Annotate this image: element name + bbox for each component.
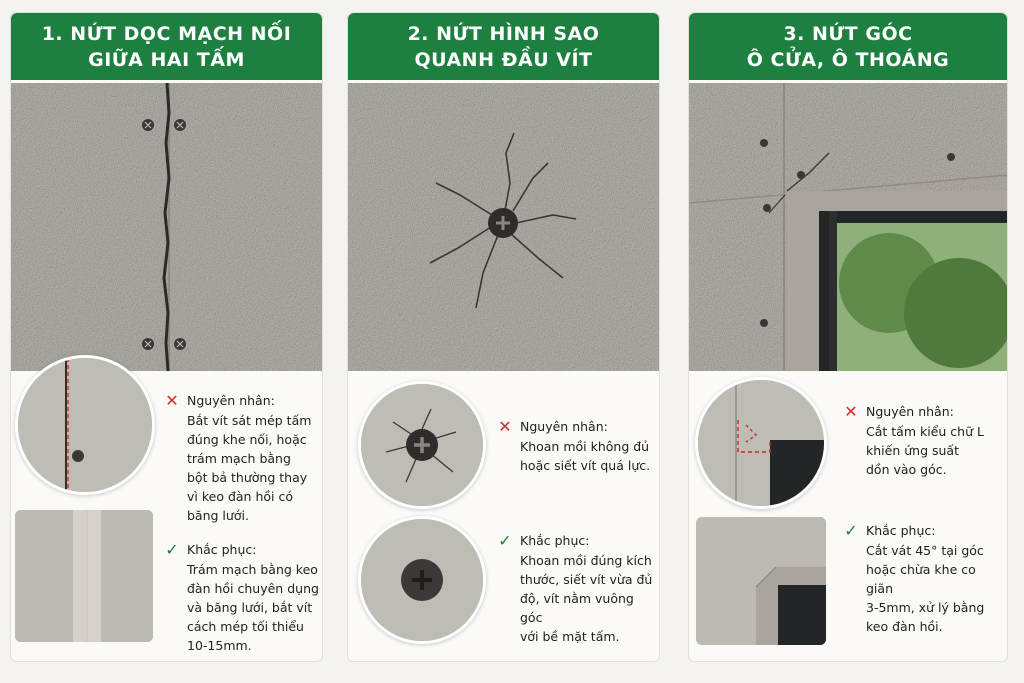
fix-label: Khắc phục: <box>866 523 936 538</box>
fix-text: Khoan mồi đúng kích thước, siết vít vừa đủ độ, vít nằm vuông góc với bề mặt tấm. <box>520 553 653 644</box>
panel-1 <box>10 12 323 662</box>
panel-title-line1: 1. NỨT DỌC MẠCH NỐI <box>41 22 292 45</box>
cause-label: Nguyên nhân: <box>187 393 275 408</box>
x-icon: ✕ <box>165 391 179 410</box>
panel-2 <box>347 12 660 662</box>
panel-header <box>11 13 322 80</box>
panel-title-line1: 2. NỨT HÌNH SAO <box>407 22 600 45</box>
joint-screw-closeup <box>15 355 155 495</box>
cause-text: Cắt tấm kiểu chữ L khiến ứng suất dồn vào góc. <box>866 424 984 477</box>
x-icon: ✕ <box>498 417 512 436</box>
l-cut-corner-closeup <box>695 377 827 509</box>
fix-label: Khắc phục: <box>187 542 257 557</box>
cause-label: Nguyên nhân: <box>520 419 608 434</box>
fix-text: Cắt vát 45° tại góc hoặc chừa khe co giãn 3-5mm, xử lý bằng keo đàn hồi. <box>866 543 985 634</box>
cause-section <box>165 391 320 525</box>
panel-title-line2: QUANH ĐẦU VÍT <box>414 48 593 71</box>
panel-header <box>348 13 659 80</box>
cause-label: Nguyên nhân: <box>866 404 954 419</box>
fix-text: Trám mạch bằng keo đàn hồi chuyên dụng và băng lưới, bắt vít cách mép tối thiểu 10-15mm. <box>187 562 319 653</box>
window-corner-crack-photo <box>689 83 1007 371</box>
chamfered-corner-fix-photo <box>696 517 826 645</box>
vertical-joint-crack-photo <box>11 83 322 371</box>
panel-title-line2: Ô CỬA, Ô THOÁNG <box>746 48 950 71</box>
cracked-screw-closeup <box>358 381 486 509</box>
fix-section <box>844 521 1004 636</box>
panel-3 <box>688 12 1008 662</box>
cause-section <box>844 402 1004 479</box>
check-icon: ✓ <box>498 531 512 550</box>
fix-section <box>165 540 320 655</box>
panel-header <box>689 13 1007 80</box>
fix-label: Khắc phục: <box>520 533 590 548</box>
correct-screw-closeup <box>358 516 486 644</box>
check-icon: ✓ <box>844 521 858 540</box>
star-crack-photo <box>348 83 659 371</box>
cause-text: Khoan mồi không đủ hoặc siết vít quá lực. <box>520 439 651 473</box>
cause-text: Bắt vít sát mép tấm đúng khe nối, hoặc trám mạch bằng bột bả thường thay vì keo đàn hồi có băng lưới. <box>187 413 312 523</box>
taped-joint-fix-photo <box>15 510 153 642</box>
fix-section <box>498 531 658 646</box>
x-icon: ✕ <box>844 402 858 421</box>
cause-section <box>498 417 658 475</box>
panel-title-line1: 3. NỨT GÓC <box>783 22 913 45</box>
panel-title-line2: GIỮA HAI TẤM <box>88 48 245 71</box>
check-icon: ✓ <box>165 540 179 559</box>
